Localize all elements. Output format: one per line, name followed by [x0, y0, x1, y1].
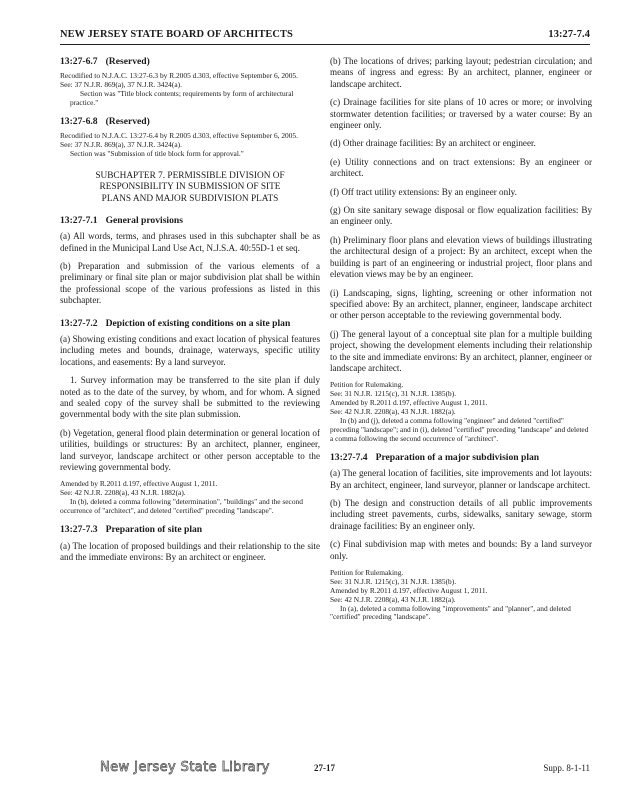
library-watermark: New Jersey State Library [100, 760, 270, 775]
history-line: Petition for Rulemaking. [330, 567, 404, 577]
section-title: Preparation of site plan [105, 524, 203, 536]
running-header [60, 26, 590, 45]
history-line: Recodified to N.J.A.C. 13:27-6.3 by R.2005 d.303, effective September 6, 2005. [60, 71, 298, 81]
paragraph: (a) All words, terms, and phrases used in this subchapter shall be as defined in the Municipal Land Use Act, N.J.S.A. 40:55D-1 et seq. [60, 231, 320, 253]
history-note [330, 569, 592, 622]
history-line: See: 31 N.J.R. 1215(c), 31 N.J.R. 1385(b). [330, 389, 457, 399]
paragraph: 1. Survey information may be transferred to the site plan if duly noted as to the date of the survey, by whom, and for whom. A signed and sealed copy of the survey shall be submitted to the reviewing governmental body with the site plan submission. [60, 375, 320, 420]
history-note [60, 72, 320, 108]
paragraph: (a) Showing existing conditions and exact location of physical features including metes and bounds, drainage, waterways, specific utility locations, and easements: By a land surveyor. [60, 334, 320, 367]
section-number: 13:27-7.2 [60, 317, 98, 329]
paragraph: (b) Preparation and submission of the various elements of a preliminary or final site plan or major subdivision plat shall be within the professional scope of the various professions as listed in this subchapter. [60, 260, 320, 306]
history-line: Amended by R.2011 d.197, effective August 1, 2011. [330, 585, 488, 595]
history-note [330, 381, 592, 443]
section-number: 13:27-7.4 [330, 451, 368, 463]
paragraph: (a) The location of proposed buildings and their relationship to the site and the immediate environs: By an architect or engineer. [60, 540, 320, 562]
section-title: General provisions [105, 214, 183, 226]
history-line: See: 42 N.J.R. 2208(a), 43 N.J.R. 1882(a). [330, 594, 456, 604]
header-section: 13:27-7.4 [548, 29, 590, 40]
header-title: NEW JERSEY STATE BOARD OF ARCHITECTS [60, 29, 293, 40]
history-line: See: 37 N.J.R. 869(a), 37 N.J.R. 3424(a). [60, 80, 182, 90]
history-note [60, 132, 320, 159]
history-line: See: 31 N.J.R. 1215(c), 31 N.J.R. 1385(b). [330, 576, 457, 586]
paragraph: (c) Final subdivision map with metes and bounds: By a land surveyor only. [330, 539, 592, 561]
paragraph: (i) Landscaping, signs, lighting, screening or other information not specified above: By an architect, planner, engineer, landscape architect or other person acceptable to the reviewing governmental body. [330, 287, 592, 321]
section-title: (Reserved) [105, 56, 150, 67]
paragraph: (a) The general location of facilities, site improvements and lot layouts: By an architect, engineer, land surveyor, planner or landscape architect. [330, 468, 592, 490]
history-line: Recodified to N.J.A.C. 13:27-6.4 by R.2005 d.303, effective September 6, 2005. [60, 131, 298, 141]
section-number: 13:27-6.8 [60, 116, 98, 128]
section-heading [60, 524, 320, 535]
paragraph: (c) Drainage facilities for site plans of 10 acres or more; or involving stormwater detention facilities; or traversed by a water course: By an engineer only. [330, 97, 592, 131]
paragraph: (f) Off tract utility extensions: By an engineer only. [330, 186, 517, 197]
history-line: Petition for Rulemaking. [330, 380, 404, 390]
paragraph: (j) The general layout of a conceptual site plan for a multiple building project, showing the development elements including their relationship to the site and immediate environs: By an architect, planner, engineer or landscape architect. [330, 328, 593, 373]
paragraph: (b) Vegetation, general flood plain determination or general location of utilities, buildings or structures: By an architect, planner, engineer, land surveyor, landscape architect or other person acceptable to the reviewing governmental body. [60, 427, 320, 473]
section-title: Depiction of existing conditions on a site plan [105, 317, 291, 329]
section-number: 13:27-7.3 [60, 524, 98, 536]
subchapter-line: RESPONSIBILITY IN SUBMISSION OF SITE [99, 182, 281, 193]
section-number: 13:27-7.1 [60, 214, 98, 226]
history-line: Section was "Title block contents; requirements by form of architectural practice." [70, 89, 294, 108]
history-line: See: 37 N.J.R. 869(a), 37 N.J.R. 3424(a). [60, 140, 182, 150]
supplement-date: Supp. 8-1-11 [543, 763, 590, 773]
section-title: (Reserved) [105, 116, 150, 128]
paragraph: (b) The locations of drives; parking layout; pedestrian circulation; and means of ingress and egress: By an architect, planner, engineer or landscape architect. [330, 56, 592, 89]
section-heading [60, 56, 320, 67]
section-heading [60, 318, 320, 329]
left-column [60, 56, 320, 570]
subchapter-line: SUBCHAPTER 7. PERMISSIBLE DIVISION OF [95, 171, 285, 182]
history-note [60, 480, 320, 516]
history-line: In (a), deleted a comma following "improvements" and "planner", and deleted "certified" preceding "landscape". [330, 603, 571, 622]
history-line: In (b) and (j), deleted a comma following "engineer" and deleted "certified" preceding "landscape"; and in (i), deleted "certified" preceding "landscape" and deleted a comma following the second occurrence of "architect". [330, 415, 589, 443]
section-number: 13:27-6.7 [60, 56, 98, 67]
history-line: See: 42 N.J.R. 2208(a), 43 N.J.R. 1882(a). [60, 488, 186, 498]
paragraph: (b) The design and construction details of all public improvements including street pavements, curbs, sidewalks, sanitary sewage, storm drainage facilities: By an engineer only. [330, 497, 592, 531]
history-line: Amended by R.2011 d.197, effective August 1, 2011. [60, 479, 218, 489]
section-heading [330, 452, 592, 463]
history-line: In (b), deleted a comma following "determination", "buildings" and the second occurrence of "architect", and deleted "certified" preceding "landscape". [60, 497, 303, 516]
page-number: 27-17 [314, 763, 335, 773]
subchapter-heading [60, 171, 320, 205]
section-heading [60, 215, 320, 226]
paragraph: (g) On site sanitary sewage disposal or flow equalization facilities: By an engineer only. [330, 205, 592, 227]
page-footer [60, 760, 590, 780]
subchapter-line: PLANS AND MAJOR SUBDIVISION PLATS [101, 193, 279, 204]
paragraph: (d) Other drainage facilities: By an architect or engineer. [330, 138, 536, 149]
right-column [330, 56, 592, 622]
paragraph: (h) Preliminary floor plans and elevation views of buildings illustrating the architectural design of a project: By an architect, except when the building is part of an engineering or industrial project, floor plans and elevation views may be by an engineer. [330, 234, 592, 280]
history-line: Section was "Submission of title block form for approval." [70, 149, 244, 159]
paragraph: (e) Utility connections and on tract extensions: By an engineer or architect. [330, 156, 592, 179]
section-heading [60, 116, 320, 127]
section-title: Preparation of a major subdivision plan [375, 451, 540, 463]
history-line: See: 42 N.J.R. 2208(a), 43 N.J.R. 1882(a). [330, 407, 456, 417]
history-line: Amended by R.2011 d.197, effective August 1, 2011. [330, 398, 488, 408]
